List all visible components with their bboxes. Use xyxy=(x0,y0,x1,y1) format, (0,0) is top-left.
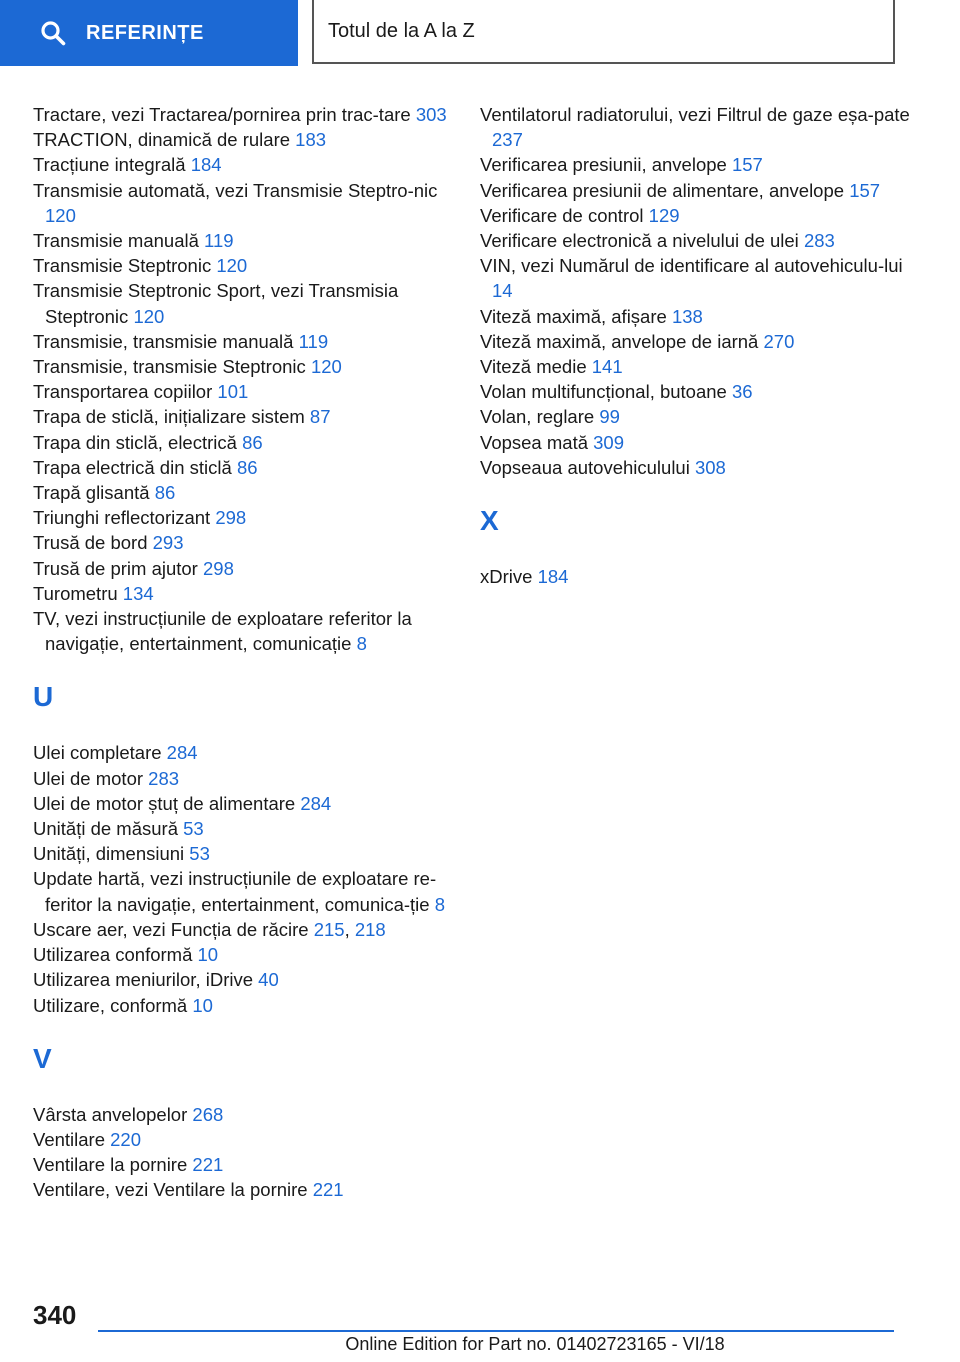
index-entry xyxy=(480,564,910,589)
index-entry xyxy=(480,102,910,152)
page-link[interactable]: 138 xyxy=(671,305,703,327)
index-entry xyxy=(33,253,453,278)
index-entry-text: Unități, dimensiuni xyxy=(33,843,190,865)
page-link[interactable]: 86 xyxy=(154,482,176,504)
index-entry xyxy=(480,354,910,379)
index-entry xyxy=(33,530,453,555)
index-entry xyxy=(33,278,453,328)
index-entry-text: Trapa de sticlă, inițializare sistem xyxy=(33,406,310,428)
page-link[interactable]: 119 xyxy=(298,330,329,352)
index-entry xyxy=(480,379,910,404)
index-entry-text: Ulei completare xyxy=(33,742,167,764)
index-entry xyxy=(33,329,453,354)
page-link[interactable]: 220 xyxy=(110,1128,142,1150)
index-entry xyxy=(33,480,453,505)
index-entry-text: Utilizarea meniurilor, iDrive xyxy=(33,969,259,991)
section-title-text: Totul de la A la Z xyxy=(328,19,475,42)
page-link[interactable]: 298 xyxy=(203,557,234,579)
index-entry xyxy=(33,354,453,379)
index-entry-text: Trapă glisantă xyxy=(33,482,155,504)
index-entry-text: Transmisie automată, vezi Transmisie Steptro‐nic xyxy=(33,179,438,201)
index-entry-text: Verificarea presiunii, anvelope xyxy=(480,154,732,176)
index-entry-text: Verificare de control xyxy=(480,204,649,226)
page-link[interactable]: 284 xyxy=(300,792,332,814)
page-link[interactable]: 101 xyxy=(217,381,249,403)
page-link[interactable]: 120 xyxy=(216,255,248,277)
index-entry-text: Viteză maximă, anvelope de iarnă xyxy=(480,330,764,352)
index-column-right xyxy=(480,102,910,589)
page-link[interactable]: 8 xyxy=(434,893,446,915)
index-entry-text: Ventilare xyxy=(33,1128,111,1150)
index-entry xyxy=(33,102,453,127)
references-tab[interactable] xyxy=(0,0,298,66)
index-entry xyxy=(33,1152,453,1177)
page-link[interactable]: 309 xyxy=(593,431,625,453)
index-entry-text: Vârsta anvelopelor xyxy=(33,1103,193,1125)
index-entry-text: TRACTION, dinamică de rulare xyxy=(33,129,296,151)
page-link[interactable]: 215 xyxy=(313,918,345,940)
index-entry xyxy=(33,942,453,967)
index-letter-heading: U xyxy=(33,681,54,713)
index-entry xyxy=(33,556,453,581)
page-link[interactable]: 53 xyxy=(189,843,210,865)
page-link[interactable]: 293 xyxy=(152,532,184,554)
index-entry-text: Viteză medie xyxy=(480,356,592,378)
page-link[interactable]: 14 xyxy=(492,280,513,302)
page-link[interactable]: 184 xyxy=(537,566,569,588)
page-link[interactable]: 8 xyxy=(356,633,367,655)
page-link[interactable]: 218 xyxy=(354,918,386,940)
page-link[interactable]: 221 xyxy=(192,1154,224,1176)
index-entry-text: Trusă de bord xyxy=(33,532,153,554)
index-entry: Uscare aer, vezi Funcția de răcire 215, 218 xyxy=(33,918,386,940)
index-entry xyxy=(33,228,453,253)
index-entry-text: Transmisie, transmisie manuală xyxy=(33,330,299,352)
index-entry-text: Vopseaua autovehiculului xyxy=(480,456,695,478)
index-entry xyxy=(480,228,910,253)
index-entry-text: Ventilare la pornire xyxy=(33,1154,193,1176)
index-entry xyxy=(33,1127,453,1152)
index-entry-text: Update hartă, vezi instrucțiunile de exploatare re‐feritor la navigație, entertainment, comunica‐ție xyxy=(33,868,437,915)
index-entry xyxy=(480,455,910,480)
page-link[interactable]: 10 xyxy=(192,994,213,1016)
page-link[interactable]: 87 xyxy=(309,406,331,428)
index-entry-text: Volan, reglare xyxy=(480,406,600,428)
page-link[interactable]: 237 xyxy=(492,129,523,151)
index-entry-text: Vopsea mată xyxy=(480,431,594,453)
index-entry-text: Trapa electrică din sticlă xyxy=(33,456,237,478)
page-link[interactable]: 283 xyxy=(803,230,835,252)
page-link[interactable]: 268 xyxy=(192,1103,224,1125)
page-link[interactable]: 10 xyxy=(197,944,219,966)
index-entry-text: Utilizarea conformă xyxy=(33,944,198,966)
page-number: 340 xyxy=(33,1300,77,1330)
header xyxy=(0,0,960,66)
page-link[interactable]: 221 xyxy=(312,1179,344,1201)
index-entry xyxy=(480,404,910,429)
page-link[interactable]: 86 xyxy=(236,456,258,478)
index-entry-text: TV, vezi instrucțiunile de exploatare referitor la navigație, entertainment, comunicație xyxy=(33,608,412,655)
index-entry-text: Verificarea presiunii de alimentare, anvelope xyxy=(480,179,850,201)
index-entry xyxy=(33,791,453,816)
page-link[interactable]: 308 xyxy=(694,456,726,478)
index-entry xyxy=(33,430,453,455)
index-entry-text: Utilizare, conformă xyxy=(33,994,193,1016)
page-link[interactable]: 157 xyxy=(731,154,763,176)
index-entry-text: Tracțiune integrală xyxy=(33,154,191,176)
index-entry xyxy=(480,152,910,177)
index-entry-text: Trusă de prim ajutor xyxy=(33,557,203,579)
index-entry-text: Volan multifuncțional, butoane xyxy=(480,381,732,403)
page-link[interactable]: 284 xyxy=(166,742,198,764)
index-entry-text: Viteză maximă, afișare xyxy=(480,305,672,327)
index-entry xyxy=(33,1102,453,1127)
index-entry xyxy=(33,967,453,992)
footer-edition-text: Online Edition for Part no. 01402723165 - VI/18 xyxy=(345,1334,725,1354)
index-entry xyxy=(33,841,453,866)
index-entry xyxy=(33,606,453,656)
references-tab-label: REFERINȚE xyxy=(86,21,204,44)
index-entry-text: VIN, vezi Numărul de identificare al autovehiculu‐lui xyxy=(480,255,903,277)
index-entry-text: Trapa din sticlă, electrică xyxy=(33,431,243,453)
index-entry xyxy=(33,740,453,765)
index-entry-text: Ulei de motor ștuț de alimentare xyxy=(33,792,301,814)
index-entry xyxy=(33,127,453,152)
index-entry xyxy=(33,455,453,480)
index-entry-text: Transmisie Steptronic xyxy=(33,255,217,277)
index-entry-text: Triunghi reflectorizant xyxy=(33,507,216,529)
page-link[interactable]: 40 xyxy=(258,969,279,991)
index-entry-text: Ulei de motor xyxy=(33,767,149,789)
index-entry xyxy=(33,766,453,791)
page-link[interactable]: 120 xyxy=(133,305,165,327)
page-link[interactable]: 86 xyxy=(242,431,263,453)
index-entry-text: Unități de măsură xyxy=(33,818,184,840)
index-entry-text: Transportarea copiilor xyxy=(33,381,218,403)
index-entry xyxy=(33,581,453,606)
index-entry-text: Verificare electronică a nivelului de ulei xyxy=(480,230,804,252)
index-entry-text: Turometru xyxy=(33,582,123,604)
index-entry-text: Ventilatorul radiatorului, vezi Filtrul de gaze eșa‐pate xyxy=(480,104,910,125)
index-entry-text: Transmisie Steptronic Sport, vezi Transmisia Steptronic xyxy=(33,280,399,327)
index-entry-text: xDrive xyxy=(480,566,538,588)
index-entry xyxy=(33,993,453,1018)
index-letter-heading: X xyxy=(480,505,499,537)
index-entry xyxy=(33,379,453,404)
index-entry-text: Transmisie manuală xyxy=(33,230,205,252)
index-entry-text: Tractare, vezi Tractarea/pornirea prin trac‐tare xyxy=(33,104,416,125)
index-entry xyxy=(480,178,910,203)
index-entry xyxy=(480,430,910,455)
page-link[interactable]: 184 xyxy=(190,154,222,176)
index-column-left xyxy=(33,102,453,1203)
index-entry xyxy=(33,152,453,177)
index-entry xyxy=(480,304,910,329)
page-link[interactable]: 53 xyxy=(183,818,204,840)
page-link[interactable]: 129 xyxy=(648,204,680,226)
page-link[interactable]: 283 xyxy=(148,767,180,789)
index-entry xyxy=(33,505,453,530)
page-link[interactable]: 120 xyxy=(310,356,342,378)
index-entry xyxy=(33,404,453,429)
index-entry xyxy=(33,866,453,916)
footer-divider xyxy=(98,1330,894,1332)
page-link[interactable]: 119 xyxy=(204,230,234,252)
index-entry xyxy=(480,253,910,303)
page-link[interactable]: 183 xyxy=(295,129,327,151)
page-link[interactable]: 120 xyxy=(45,204,76,226)
page-link[interactable]: 298 xyxy=(215,507,247,529)
index-entry xyxy=(33,816,453,841)
section-title xyxy=(312,0,895,64)
index-entry xyxy=(480,203,910,228)
page-link[interactable]: 303 xyxy=(415,104,447,125)
index-entry xyxy=(33,1177,453,1202)
page-link[interactable]: 270 xyxy=(763,330,795,352)
page-link[interactable]: 134 xyxy=(122,582,154,604)
index-letter-heading: V xyxy=(33,1042,52,1074)
page-link[interactable]: 99 xyxy=(599,406,620,428)
index-entry-text: Transmisie, transmisie Steptronic xyxy=(33,356,311,378)
page-link[interactable]: 141 xyxy=(591,356,623,378)
page-link[interactable]: 157 xyxy=(849,179,881,201)
index-entry-text: Uscare aer, vezi Funcția de răcire xyxy=(33,918,314,940)
page-link[interactable]: 36 xyxy=(731,381,753,403)
search-icon xyxy=(40,20,66,46)
index-entry xyxy=(33,178,453,228)
index-entry xyxy=(480,329,910,354)
index-entry-text: Ventilare, vezi Ventilare la pornire xyxy=(33,1179,313,1201)
